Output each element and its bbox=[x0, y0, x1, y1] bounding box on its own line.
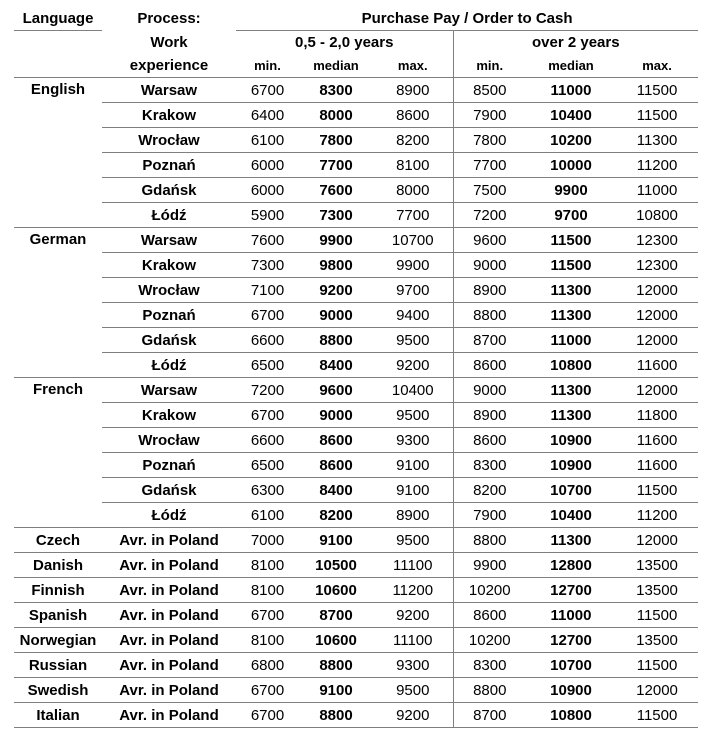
location-cell: Krakow bbox=[102, 253, 236, 278]
header-min-short: min. bbox=[254, 58, 281, 73]
value-cell-min-short: 6100 bbox=[236, 503, 299, 528]
value-cell-min-short: 6500 bbox=[236, 353, 299, 378]
table-row bbox=[14, 203, 698, 228]
value-cell-min-long: 10200 bbox=[453, 628, 526, 653]
language-cell: French bbox=[14, 378, 102, 528]
table-body bbox=[14, 78, 698, 728]
value-cell-median-long: 10900 bbox=[526, 453, 616, 478]
value-cell-median-long: 11300 bbox=[526, 303, 616, 328]
location-cell: Avr. in Poland bbox=[102, 678, 236, 703]
value-cell-median-short: 8700 bbox=[299, 603, 373, 628]
value-cell-median-long: 11500 bbox=[526, 253, 616, 278]
table-row bbox=[14, 253, 698, 278]
value-cell-max-long: 12000 bbox=[616, 278, 698, 303]
value-cell-max-long: 11500 bbox=[616, 103, 698, 128]
value-cell-max-long: 11500 bbox=[616, 603, 698, 628]
value-cell-median-long: 11300 bbox=[526, 378, 616, 403]
value-cell-min-long: 8800 bbox=[453, 678, 526, 703]
header-period-long: over 2 years bbox=[453, 31, 698, 55]
table-row bbox=[14, 228, 698, 253]
table-row bbox=[14, 103, 698, 128]
value-cell-min-short: 8100 bbox=[236, 553, 299, 578]
value-cell-median-short: 8300 bbox=[299, 78, 373, 103]
table-row bbox=[14, 278, 698, 303]
value-cell-median-short: 9800 bbox=[299, 253, 373, 278]
value-cell-median-short: 7600 bbox=[299, 178, 373, 203]
value-cell-max-long: 11500 bbox=[616, 653, 698, 678]
table-row bbox=[14, 553, 698, 578]
value-cell-median-long: 11300 bbox=[526, 403, 616, 428]
value-cell-min-short: 6400 bbox=[236, 103, 299, 128]
value-cell-min-long: 9000 bbox=[453, 378, 526, 403]
table-row bbox=[14, 628, 698, 653]
location-cell: Wrocław bbox=[102, 278, 236, 303]
value-cell-min-short: 6000 bbox=[236, 178, 299, 203]
value-cell-median-short: 10500 bbox=[299, 553, 373, 578]
value-cell-min-short: 5900 bbox=[236, 203, 299, 228]
value-cell-median-long: 10700 bbox=[526, 653, 616, 678]
value-cell-max-long: 11800 bbox=[616, 403, 698, 428]
value-cell-max-short: 8200 bbox=[373, 128, 453, 153]
value-cell-max-short: 8900 bbox=[373, 78, 453, 103]
value-cell-median-short: 9000 bbox=[299, 403, 373, 428]
language-cell: Czech bbox=[14, 528, 102, 553]
value-cell-median-short: 8400 bbox=[299, 353, 373, 378]
value-cell-max-short: 11100 bbox=[373, 628, 453, 653]
table-row bbox=[14, 178, 698, 203]
location-cell: Gdańsk bbox=[102, 478, 236, 503]
value-cell-median-short: 7700 bbox=[299, 153, 373, 178]
location-cell: Łódź bbox=[102, 203, 236, 228]
value-cell-median-long: 12700 bbox=[526, 628, 616, 653]
value-cell-max-short: 9500 bbox=[373, 328, 453, 353]
location-cell: Avr. in Poland bbox=[102, 653, 236, 678]
value-cell-min-long: 10200 bbox=[453, 578, 526, 603]
language-cell: Danish bbox=[14, 553, 102, 578]
value-cell-max-short: 9400 bbox=[373, 303, 453, 328]
value-cell-min-long: 8600 bbox=[453, 603, 526, 628]
location-cell: Warsaw bbox=[102, 228, 236, 253]
value-cell-min-long: 8500 bbox=[453, 78, 526, 103]
location-cell: Avr. in Poland bbox=[102, 578, 236, 603]
value-cell-min-long: 8800 bbox=[453, 528, 526, 553]
value-cell-min-short: 7200 bbox=[236, 378, 299, 403]
salary-table bbox=[14, 7, 698, 728]
value-cell-min-long: 9900 bbox=[453, 553, 526, 578]
value-cell-median-long: 11300 bbox=[526, 528, 616, 553]
location-cell: Avr. in Poland bbox=[102, 553, 236, 578]
value-cell-max-long: 12000 bbox=[616, 303, 698, 328]
table-row bbox=[14, 428, 698, 453]
value-cell-median-short: 9900 bbox=[299, 228, 373, 253]
value-cell-median-long: 10900 bbox=[526, 678, 616, 703]
value-cell-max-long: 11300 bbox=[616, 128, 698, 153]
table-row bbox=[14, 603, 698, 628]
location-cell: Avr. in Poland bbox=[102, 528, 236, 553]
location-cell: Łódź bbox=[102, 503, 236, 528]
value-cell-max-short: 8600 bbox=[373, 103, 453, 128]
value-cell-median-long: 9700 bbox=[526, 203, 616, 228]
table-row bbox=[14, 328, 698, 353]
value-cell-median-short: 8000 bbox=[299, 103, 373, 128]
value-cell-min-long: 8800 bbox=[453, 303, 526, 328]
value-cell-min-short: 6700 bbox=[236, 303, 299, 328]
value-cell-median-short: 10600 bbox=[299, 628, 373, 653]
table-row bbox=[14, 453, 698, 478]
language-cell: Norwegian bbox=[14, 628, 102, 653]
header-median-long: median bbox=[548, 58, 594, 73]
value-cell-min-short: 6500 bbox=[236, 453, 299, 478]
table-row bbox=[14, 678, 698, 703]
header-period-short: 0,5 - 2,0 years bbox=[295, 34, 394, 51]
value-cell-median-long: 10400 bbox=[526, 503, 616, 528]
table-row bbox=[14, 78, 698, 103]
value-cell-max-short: 11200 bbox=[373, 578, 453, 603]
location-cell: Avr. in Poland bbox=[102, 628, 236, 653]
value-cell-median-long: 11000 bbox=[526, 78, 616, 103]
location-cell: Poznań bbox=[102, 303, 236, 328]
header-max-long: max. bbox=[642, 58, 672, 73]
value-cell-max-long: 12000 bbox=[616, 678, 698, 703]
value-cell-min-long: 8900 bbox=[453, 278, 526, 303]
value-cell-max-short: 9700 bbox=[373, 278, 453, 303]
table-row bbox=[14, 153, 698, 178]
value-cell-max-short: 10400 bbox=[373, 378, 453, 403]
table-row bbox=[14, 303, 698, 328]
value-cell-max-long: 13500 bbox=[616, 628, 698, 653]
value-cell-max-long: 13500 bbox=[616, 578, 698, 603]
value-cell-median-short: 8600 bbox=[299, 453, 373, 478]
value-cell-min-long: 8300 bbox=[453, 453, 526, 478]
value-cell-median-short: 8800 bbox=[299, 653, 373, 678]
value-cell-min-long: 9000 bbox=[453, 253, 526, 278]
value-cell-median-short: 8200 bbox=[299, 503, 373, 528]
value-cell-median-short: 8800 bbox=[299, 703, 373, 728]
value-cell-max-short: 9100 bbox=[373, 453, 453, 478]
value-cell-median-short: 10600 bbox=[299, 578, 373, 603]
value-cell-max-long: 11200 bbox=[616, 153, 698, 178]
value-cell-min-short: 6700 bbox=[236, 703, 299, 728]
language-cell: Swedish bbox=[14, 678, 102, 703]
value-cell-min-short: 6700 bbox=[236, 678, 299, 703]
language-cell: Italian bbox=[14, 703, 102, 728]
value-cell-median-short: 7800 bbox=[299, 128, 373, 153]
value-cell-median-long: 10400 bbox=[526, 103, 616, 128]
location-cell: Avr. in Poland bbox=[102, 603, 236, 628]
value-cell-min-long: 7800 bbox=[453, 128, 526, 153]
value-cell-median-long: 12800 bbox=[526, 553, 616, 578]
value-cell-max-short: 9200 bbox=[373, 603, 453, 628]
value-cell-median-short: 7300 bbox=[299, 203, 373, 228]
value-cell-median-short: 9000 bbox=[299, 303, 373, 328]
value-cell-min-short: 7300 bbox=[236, 253, 299, 278]
value-cell-min-short: 6600 bbox=[236, 328, 299, 353]
value-cell-max-short: 7700 bbox=[373, 203, 453, 228]
table-row bbox=[14, 478, 698, 503]
value-cell-max-long: 12000 bbox=[616, 378, 698, 403]
value-cell-min-short: 6100 bbox=[236, 128, 299, 153]
value-cell-median-long: 10800 bbox=[526, 703, 616, 728]
value-cell-median-short: 9100 bbox=[299, 678, 373, 703]
header-language: Language bbox=[14, 7, 102, 31]
value-cell-max-long: 11600 bbox=[616, 428, 698, 453]
value-cell-median-long: 10800 bbox=[526, 353, 616, 378]
value-cell-min-short: 6800 bbox=[236, 653, 299, 678]
value-cell-median-short: 8400 bbox=[299, 478, 373, 503]
value-cell-median-long: 10200 bbox=[526, 128, 616, 153]
location-cell: Krakow bbox=[102, 403, 236, 428]
value-cell-min-short: 6300 bbox=[236, 478, 299, 503]
value-cell-max-short: 9100 bbox=[373, 478, 453, 503]
value-cell-max-short: 10700 bbox=[373, 228, 453, 253]
salary-table-container bbox=[14, 7, 698, 728]
table-row bbox=[14, 578, 698, 603]
location-cell: Wrocław bbox=[102, 128, 236, 153]
value-cell-min-long: 8600 bbox=[453, 353, 526, 378]
value-cell-min-long: 7900 bbox=[453, 503, 526, 528]
value-cell-min-short: 6000 bbox=[236, 153, 299, 178]
value-cell-max-long: 11600 bbox=[616, 453, 698, 478]
value-cell-median-long: 10000 bbox=[526, 153, 616, 178]
table-row bbox=[14, 128, 698, 153]
value-cell-min-long: 8600 bbox=[453, 428, 526, 453]
header-process: Process: bbox=[137, 10, 201, 28]
value-cell-min-short: 6600 bbox=[236, 428, 299, 453]
value-cell-min-long: 7500 bbox=[453, 178, 526, 203]
table-row bbox=[14, 528, 698, 553]
value-cell-max-long: 10800 bbox=[616, 203, 698, 228]
table-row bbox=[14, 703, 698, 728]
value-cell-max-long: 11000 bbox=[616, 178, 698, 203]
value-cell-max-short: 11100 bbox=[373, 553, 453, 578]
value-cell-max-short: 8000 bbox=[373, 178, 453, 203]
header-max-short: max. bbox=[397, 58, 428, 73]
value-cell-min-short: 7000 bbox=[236, 528, 299, 553]
value-cell-min-short: 7100 bbox=[236, 278, 299, 303]
table-row bbox=[14, 503, 698, 528]
value-cell-median-long: 11000 bbox=[526, 603, 616, 628]
location-cell: Poznań bbox=[102, 453, 236, 478]
language-cell: Finnish bbox=[14, 578, 102, 603]
value-cell-median-long: 11300 bbox=[526, 278, 616, 303]
header-experience: experience bbox=[129, 57, 209, 74]
value-cell-max-short: 9300 bbox=[373, 653, 453, 678]
value-cell-min-short: 8100 bbox=[236, 628, 299, 653]
value-cell-max-long: 12000 bbox=[616, 328, 698, 353]
location-cell: Krakow bbox=[102, 103, 236, 128]
value-cell-min-short: 8100 bbox=[236, 578, 299, 603]
value-cell-max-long: 11200 bbox=[616, 503, 698, 528]
language-cell: Russian bbox=[14, 653, 102, 678]
header-median-short: median bbox=[313, 58, 359, 73]
value-cell-min-long: 8200 bbox=[453, 478, 526, 503]
value-cell-median-long: 11000 bbox=[526, 328, 616, 353]
header-min-long: min. bbox=[453, 54, 526, 78]
value-cell-median-short: 8800 bbox=[299, 328, 373, 353]
value-cell-min-short: 6700 bbox=[236, 403, 299, 428]
value-cell-median-short: 8600 bbox=[299, 428, 373, 453]
value-cell-max-long: 11500 bbox=[616, 703, 698, 728]
value-cell-min-long: 9600 bbox=[453, 228, 526, 253]
location-cell: Warsaw bbox=[102, 378, 236, 403]
value-cell-median-long: 12700 bbox=[526, 578, 616, 603]
value-cell-median-long: 11500 bbox=[526, 228, 616, 253]
value-cell-min-short: 7600 bbox=[236, 228, 299, 253]
location-cell: Wrocław bbox=[102, 428, 236, 453]
value-cell-max-short: 9900 bbox=[373, 253, 453, 278]
value-cell-min-long: 8700 bbox=[453, 703, 526, 728]
value-cell-max-long: 13500 bbox=[616, 553, 698, 578]
value-cell-median-short: 9600 bbox=[299, 378, 373, 403]
value-cell-median-short: 9100 bbox=[299, 528, 373, 553]
location-cell: Avr. in Poland bbox=[102, 703, 236, 728]
value-cell-max-short: 8900 bbox=[373, 503, 453, 528]
location-cell: Łódź bbox=[102, 353, 236, 378]
location-cell: Warsaw bbox=[102, 78, 236, 103]
header-process-name: Purchase Pay / Order to Cash bbox=[236, 7, 698, 31]
value-cell-max-short: 9500 bbox=[373, 403, 453, 428]
location-cell: Gdańsk bbox=[102, 178, 236, 203]
value-cell-median-short: 9200 bbox=[299, 278, 373, 303]
value-cell-min-long: 8900 bbox=[453, 403, 526, 428]
value-cell-max-long: 11600 bbox=[616, 353, 698, 378]
value-cell-max-long: 12300 bbox=[616, 253, 698, 278]
location-cell: Gdańsk bbox=[102, 328, 236, 353]
value-cell-max-short: 9200 bbox=[373, 353, 453, 378]
table-row bbox=[14, 653, 698, 678]
value-cell-min-short: 6700 bbox=[236, 603, 299, 628]
table-row bbox=[14, 353, 698, 378]
value-cell-max-long: 11500 bbox=[616, 478, 698, 503]
value-cell-min-long: 8300 bbox=[453, 653, 526, 678]
value-cell-min-long: 7200 bbox=[453, 203, 526, 228]
value-cell-max-short: 9200 bbox=[373, 703, 453, 728]
value-cell-min-long: 7900 bbox=[453, 103, 526, 128]
value-cell-median-long: 10700 bbox=[526, 478, 616, 503]
table-row bbox=[14, 403, 698, 428]
value-cell-median-long: 10900 bbox=[526, 428, 616, 453]
value-cell-max-short: 9300 bbox=[373, 428, 453, 453]
value-cell-max-short: 8100 bbox=[373, 153, 453, 178]
value-cell-min-short: 6700 bbox=[236, 78, 299, 103]
value-cell-max-short: 9500 bbox=[373, 528, 453, 553]
value-cell-max-long: 12000 bbox=[616, 528, 698, 553]
value-cell-min-long: 8700 bbox=[453, 328, 526, 353]
value-cell-max-short: 9500 bbox=[373, 678, 453, 703]
value-cell-max-long: 12300 bbox=[616, 228, 698, 253]
language-cell: English bbox=[14, 78, 102, 228]
value-cell-median-long: 9900 bbox=[526, 178, 616, 203]
value-cell-min-long: 7700 bbox=[453, 153, 526, 178]
header-work: Work bbox=[150, 33, 188, 51]
language-cell: Spanish bbox=[14, 603, 102, 628]
language-cell: German bbox=[14, 228, 102, 378]
location-cell: Poznań bbox=[102, 153, 236, 178]
value-cell-max-long: 11500 bbox=[616, 78, 698, 103]
table-row bbox=[14, 378, 698, 403]
